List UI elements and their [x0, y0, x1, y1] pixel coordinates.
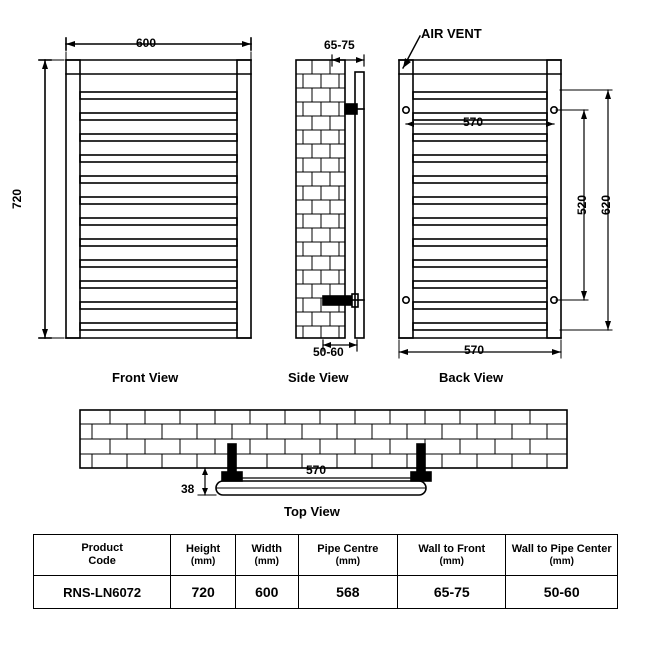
- dim-back-width-top: 570: [463, 115, 484, 129]
- header-wall-to-pipe-center: [506, 535, 618, 576]
- dim-front-width: 600: [136, 36, 157, 50]
- cell-wall-to-front: 65-75: [398, 576, 506, 609]
- table-header-row: [34, 535, 618, 576]
- header-width: [235, 535, 298, 576]
- dim-side-depth-top: 65-75: [324, 38, 355, 52]
- dim-back-width-bottom: 570: [464, 343, 485, 357]
- header-width-line1: Width: [251, 542, 282, 555]
- dim-back-height-outer: 620: [599, 194, 614, 216]
- header-product-code: [34, 535, 171, 576]
- dim-front-height: 720: [10, 188, 25, 210]
- label-top-view: Top View: [284, 504, 340, 519]
- label-front-view: Front View: [112, 370, 179, 385]
- header-pipe-centre: [298, 535, 398, 576]
- header-height-line1: Height: [186, 542, 221, 555]
- table-row: [34, 576, 618, 609]
- spec-table: [33, 534, 618, 609]
- dim-top-pipe-centre: 570: [306, 463, 327, 477]
- cell-wall-to-pipe-center: 50-60: [506, 576, 618, 609]
- header-wall-to-front-unit: (mm): [439, 555, 464, 567]
- header-wall-to-pipe-center-line1: Wall to Pipe Center: [511, 542, 612, 555]
- header-width-unit: (mm): [254, 555, 279, 567]
- header-wall-to-front-line1: Wall to Front: [418, 542, 486, 555]
- header-wall-to-pipe-center-unit: (mm): [549, 555, 574, 567]
- header-pipe-centre-line1: Pipe Centre: [317, 542, 379, 555]
- dim-side-depth-bottom: 50-60: [313, 345, 344, 359]
- header-wall-to-front: [398, 535, 506, 576]
- header-product-code-line1: Product: [81, 542, 123, 555]
- header-pipe-centre-unit: (mm): [335, 555, 361, 567]
- air-vent-label: AIR VENT: [421, 26, 482, 41]
- label-side-view: Side View: [288, 370, 349, 385]
- header-height: [171, 535, 236, 576]
- cell-product-code: RNS-LN6072: [34, 576, 171, 609]
- cell-height: 720: [171, 576, 236, 609]
- header-height-unit: (mm): [190, 555, 216, 567]
- cell-pipe-centre: 568: [298, 576, 398, 609]
- cell-width: 600: [235, 576, 298, 609]
- dim-top-offset: 38: [181, 482, 195, 496]
- dim-back-height-inner: 520: [575, 194, 590, 216]
- header-product-code-line2: Code: [88, 555, 116, 567]
- label-back-view: Back View: [439, 370, 504, 385]
